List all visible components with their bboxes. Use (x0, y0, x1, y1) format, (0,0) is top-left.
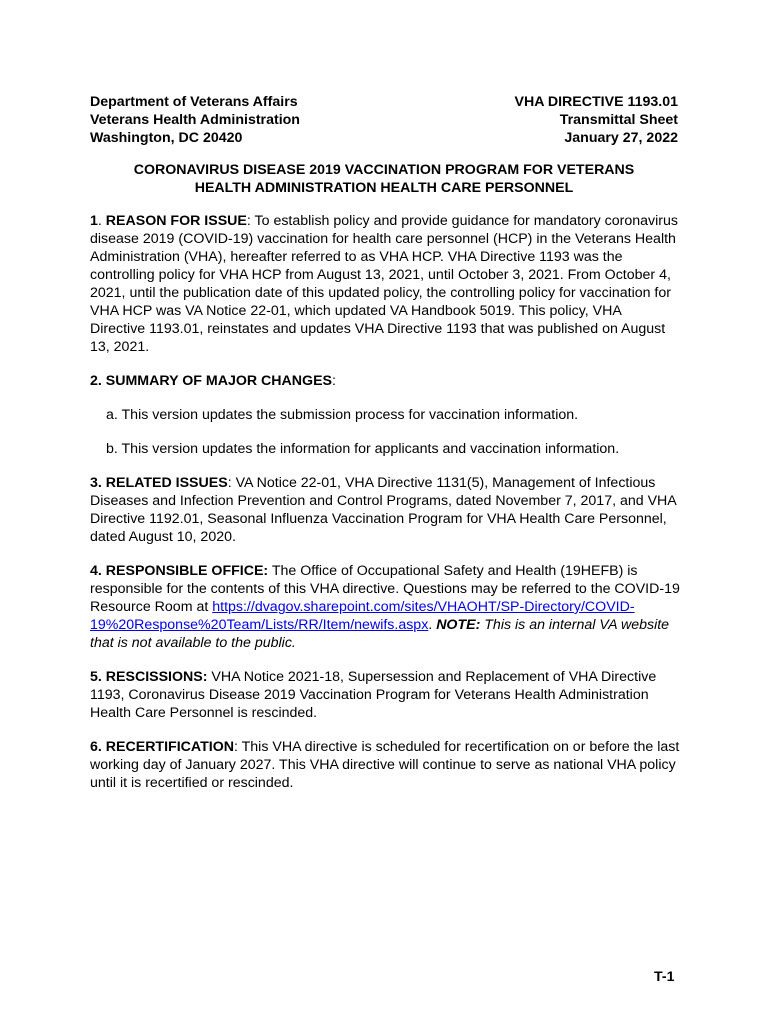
section-2-colon: : (332, 373, 336, 389)
section-1-label: REASON FOR ISSUE (105, 213, 247, 229)
sheet-type: Transmittal Sheet (559, 112, 678, 128)
section-5-text: VHA Notice 2021-18, Supersession and Replacement of VHA Directive 1193, Coronavirus Disease 2019 Vaccination Program for Veterans Health Administration Health Care Personnel is rescinded. (90, 669, 657, 721)
section-related-issues (90, 474, 680, 546)
administration-name: Veterans Health Administration (90, 112, 300, 128)
section-6-text: : This VHA directive is scheduled for recertification on or before the last working day of January 2027. This VHA directive will continue to serve as national VHA policy until it is recertified or rescinded. (90, 739, 680, 791)
title-line-2: HEALTH ADMINISTRATION HEALTH CARE PERSONNEL (194, 180, 574, 196)
section-1-separator: . (97, 213, 106, 229)
change-item-a: a. This version updates the submission process for vaccination information. (106, 407, 579, 423)
directive-date: January 27, 2022 (564, 130, 678, 146)
page-number: T-1 (654, 969, 675, 985)
section-4-after-link: . (428, 617, 437, 633)
section-4-text: The Office of Occupational Safety and Health (19HEFB) is responsible for the contents of this VHA directive. Questions may be referred to the COVID-19 Resource Room at (90, 563, 680, 615)
section-recertification (90, 738, 680, 792)
section-summary-of-changes (90, 372, 680, 390)
directive-number: VHA DIRECTIVE 1193.01 (514, 94, 678, 110)
document-header (90, 93, 678, 147)
section-2-label: 2. SUMMARY OF MAJOR CHANGES (90, 373, 332, 389)
section-reason-for-issue (90, 212, 680, 356)
section-responsible-office (90, 562, 680, 652)
title-line-1: CORONAVIRUS DISEASE 2019 VACCINATION PROGRAM FOR VETERANS (133, 162, 635, 178)
section-5-label: 5. RESCISSIONS: (90, 669, 208, 685)
document-title (90, 161, 678, 197)
department-name: Department of Veterans Affairs (90, 94, 298, 110)
section-3-text: : VA Notice 22-01, VHA Directive 1131(5), Management of Infectious Diseases and Infection Prevention and Control Programs, dated November 7, 2017, and VHA Directive 1192.01, Seasonal Influenza Vaccination Program for VHA Health Care Personnel, dated August 10, 2020. (90, 475, 676, 545)
resource-room-link[interactable]: https://dvagov.sharepoint.com/sites/VHAOHT/SP-Directory/COVID-19%20Response%20Team/Lists/RR/Item/newifs.aspx (90, 599, 635, 633)
section-4-label: 4. RESPONSIBLE OFFICE: (90, 563, 269, 579)
section-1-text: : To establish policy and provide guidance for mandatory coronavirus disease 2019 (COVID-19) vaccination for health care personnel (HCP) in the Veterans Health Administration (VHA), hereafter referred to as VHA HCP. VHA Directive 1193 was the controlling policy for VHA HCP from August 13, 2021, until October 3, 2021. From October 4, 2021, until the publication date of this updated policy, the controlling policy for vaccination for VHA HCP was VA Notice 22-01, which updated VA Handbook 5019. This policy, VHA Directive 1193.01, reinstates and updates VHA Directive 1193 that was published on August 13, 2021. (90, 213, 679, 355)
section-3-label: 3. RELATED ISSUES (90, 475, 228, 491)
office-address: Washington, DC 20420 (90, 130, 243, 146)
document-body (90, 212, 680, 792)
note-text: This is an internal VA website that is not available to the public. (90, 617, 670, 651)
section-1-number: 1 (90, 213, 98, 229)
section-6-label: 6. RECERTIFICATION (90, 739, 234, 755)
note-label: NOTE: (436, 617, 481, 633)
change-item-b: b. This version updates the information for applicants and vaccination information. (106, 441, 620, 457)
section-rescissions (90, 668, 680, 722)
